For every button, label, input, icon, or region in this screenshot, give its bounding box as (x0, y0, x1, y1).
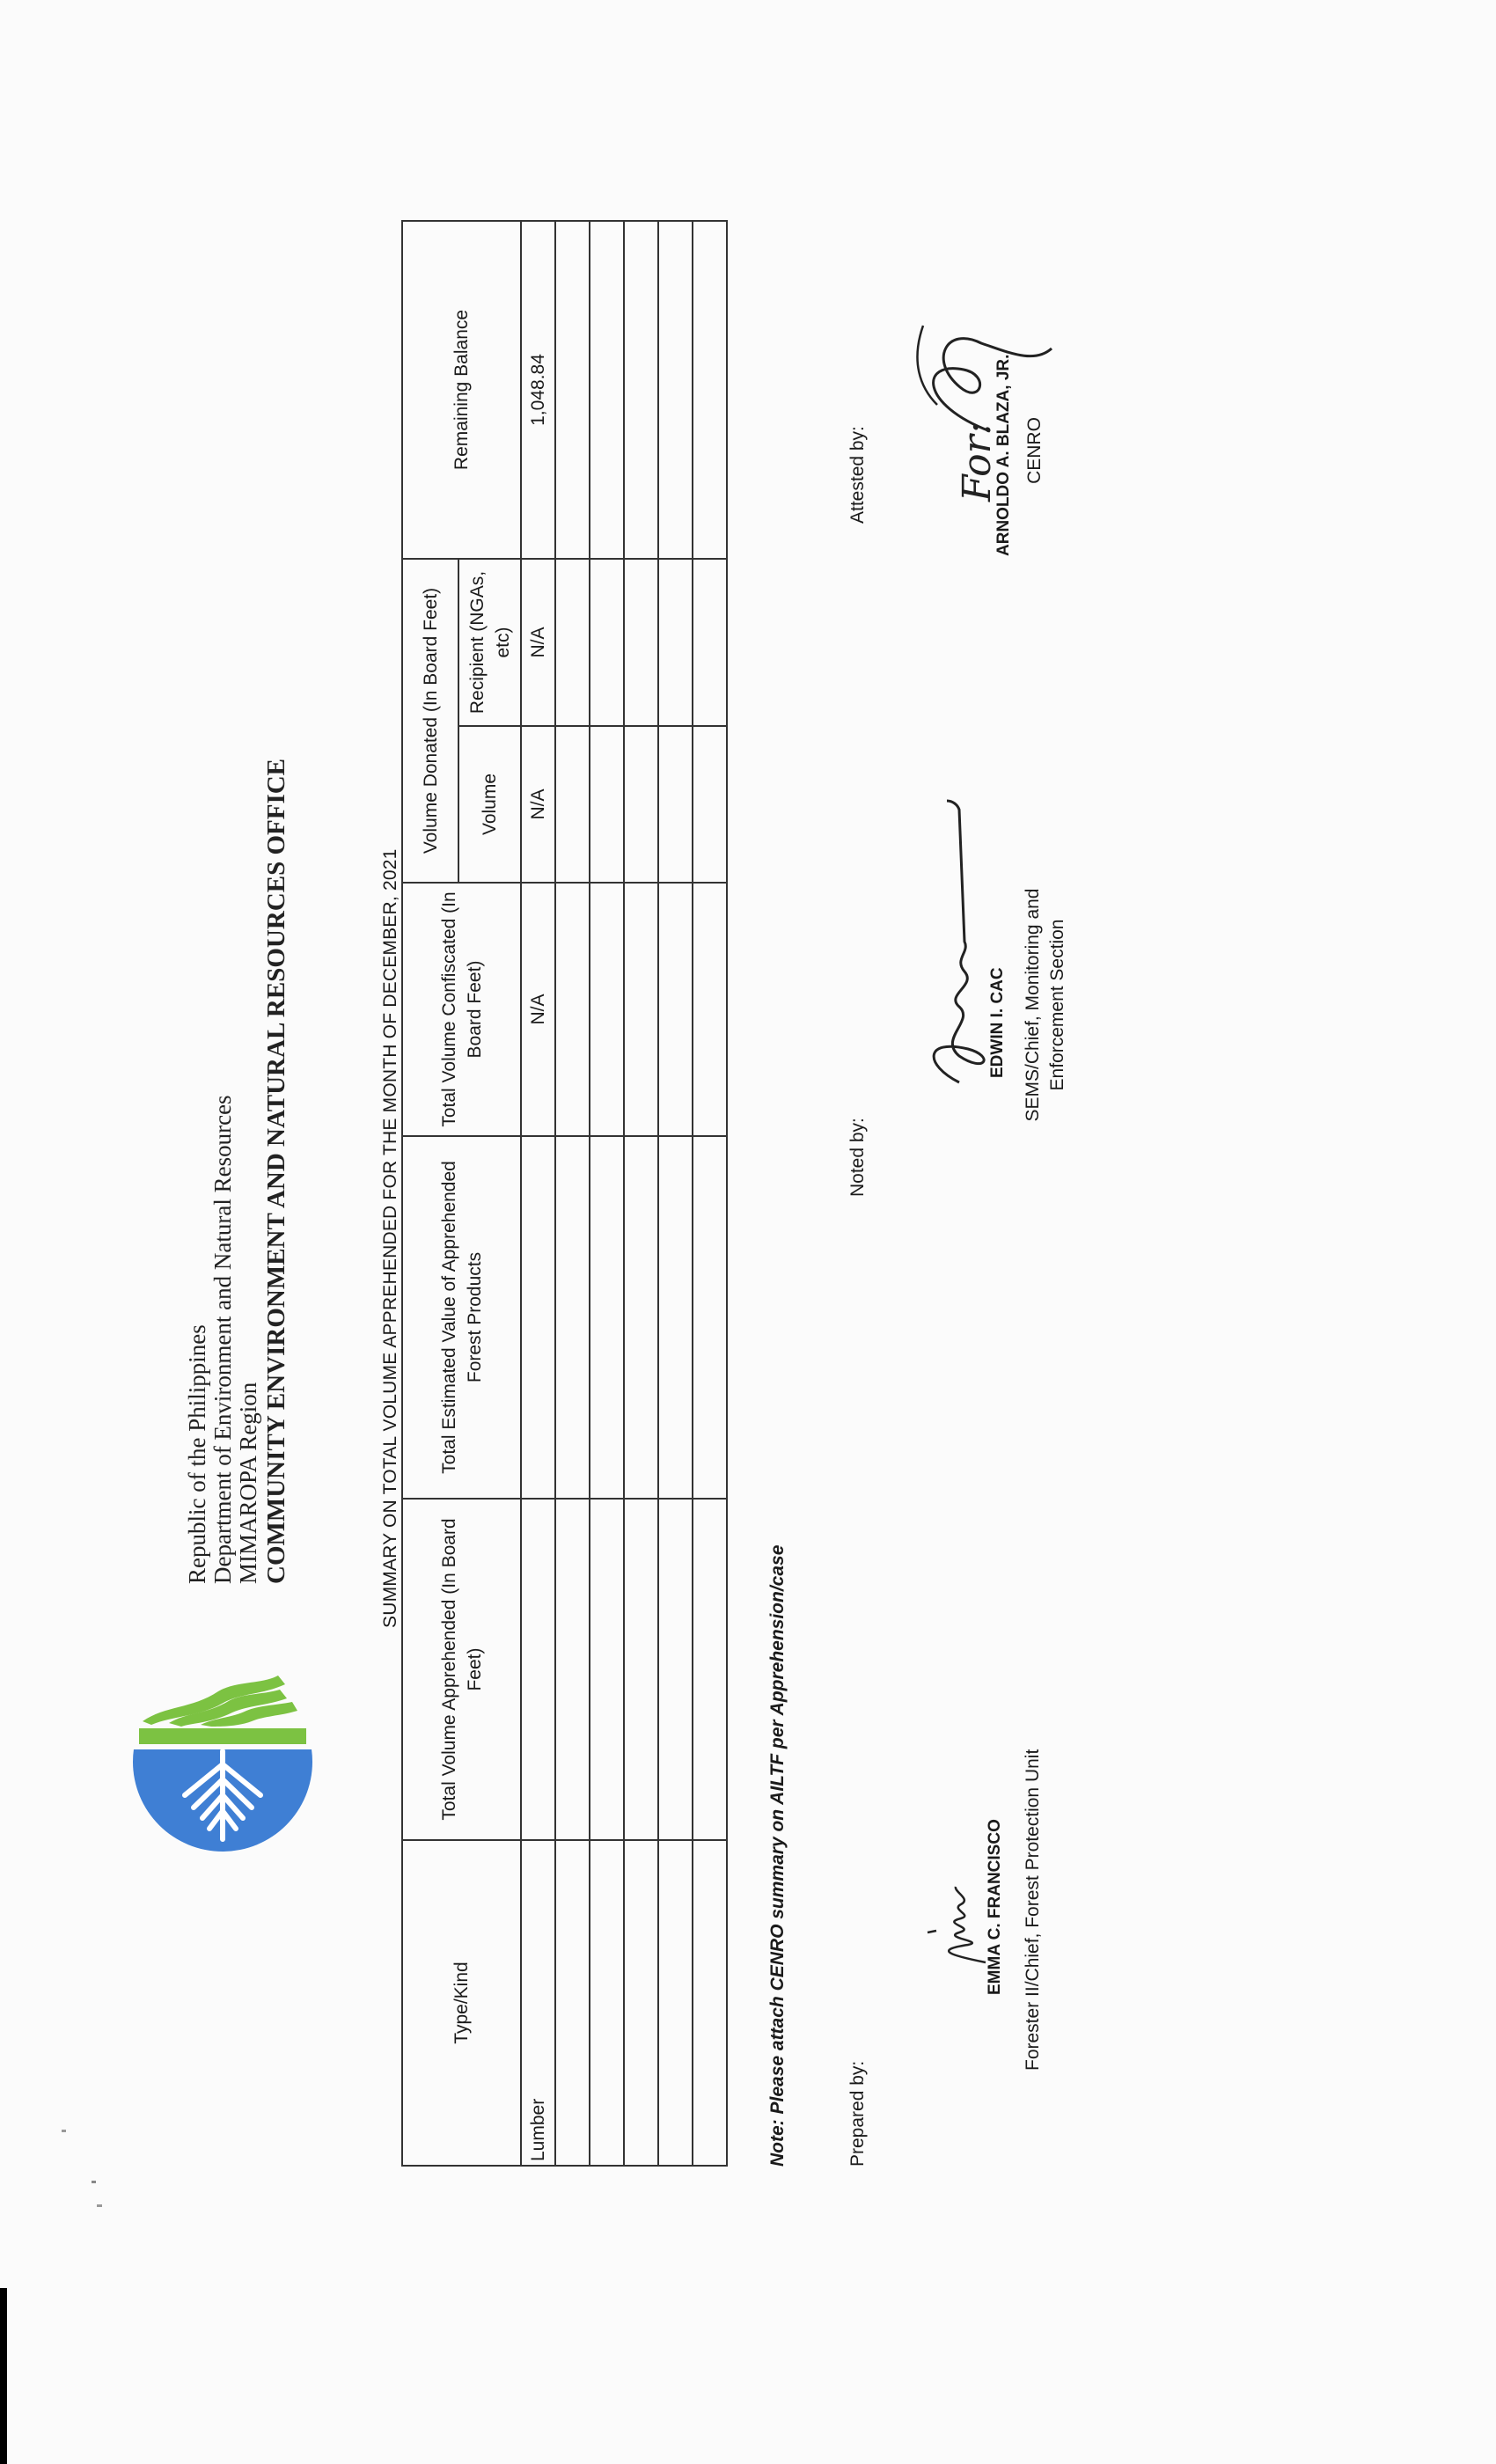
cell-remaining-balance (693, 221, 727, 559)
header-remaining-balance: Remaining Balance (402, 221, 521, 559)
cell-donated-volume (624, 726, 658, 883)
cell-volume-confiscated (624, 883, 658, 1136)
letterhead-office: COMMUNITY ENVIRONMENT AND NATURAL RESOURCES OFFICE (262, 758, 290, 1584)
cell-volume-apprehended (590, 1499, 624, 1840)
cell-type (590, 1840, 624, 2166)
cell-estimated-value (521, 1136, 555, 1499)
cell-donated-recipient (624, 559, 658, 726)
table-body (521, 221, 727, 2166)
letterhead (185, 528, 291, 1584)
cell-volume-apprehended (555, 1499, 590, 1840)
cell-volume-confiscated (590, 883, 624, 1136)
cell-type: Lumber (521, 1840, 555, 2166)
denr-logo (130, 1663, 315, 1857)
table-row (521, 221, 555, 2166)
prepared-by-name: EMMA C. FRANCISCO (986, 1819, 1004, 1995)
header-donated-volume: Volume (458, 726, 521, 883)
cell-donated-recipient: N/A (521, 559, 555, 726)
header-volume-donated: Volume Donated (In Board Feet) (402, 559, 458, 883)
header-volume-apprehended: Total Volume Apprehended (In Board Feet) (402, 1499, 521, 1840)
cell-type (624, 1840, 658, 2166)
cell-donated-volume (693, 726, 727, 883)
cell-donated-recipient (693, 559, 727, 726)
cell-volume-apprehended (658, 1499, 693, 1840)
cell-type (693, 1840, 727, 2166)
header-volume-confiscated: Total Volume Confiscated (In Board Feet) (402, 883, 521, 1136)
attested-by-caption: Attested by: (847, 426, 868, 524)
prepared-by-caption: Prepared by: (847, 2060, 868, 2167)
cell-volume-confiscated: N/A (521, 883, 555, 1136)
letterhead-country: Republic of the Philippines (184, 1324, 210, 1584)
cell-donated-recipient (555, 559, 590, 726)
noted-by-caption: Noted by: (847, 1118, 868, 1197)
cell-donated-volume (590, 726, 624, 883)
cell-donated-volume: N/A (521, 726, 555, 883)
cell-volume-apprehended (521, 1499, 555, 1840)
cell-donated-recipient (658, 559, 693, 726)
cell-remaining-balance: 1,048.84 (521, 221, 555, 559)
cell-donated-volume (658, 726, 693, 883)
noted-by-position-line2: Enforcement Section (1047, 919, 1067, 1091)
table-row (693, 221, 727, 2166)
letterhead-department: Department of Environment and Natural Resources (209, 1095, 236, 1584)
table-row (555, 221, 590, 2166)
prepared-by-position: Forester II/Chief, Forest Protection Unit (1023, 1749, 1043, 2071)
attested-by-name: ARNOLDO A. BLAZA, JR. (994, 354, 1013, 556)
cell-volume-confiscated (555, 883, 590, 1136)
noted-by-name: EDWIN I. CAC (988, 967, 1007, 1078)
header-estimated-value: Total Estimated Value of Apprehended Forest Products (402, 1136, 521, 1499)
noted-by-position-line1: SEMS/Chief, Monitoring and (1023, 888, 1043, 1122)
cell-estimated-value (658, 1136, 693, 1499)
cell-remaining-balance (590, 221, 624, 559)
cell-donated-recipient (590, 559, 624, 726)
cell-volume-apprehended (624, 1499, 658, 1840)
cell-estimated-value (624, 1136, 658, 1499)
cell-estimated-value (590, 1136, 624, 1499)
attested-by-position: CENRO (1024, 417, 1045, 484)
cell-remaining-balance (624, 221, 658, 559)
cell-volume-confiscated (693, 883, 727, 1136)
cell-donated-volume (555, 726, 590, 883)
table-row (658, 221, 693, 2166)
cell-type (555, 1840, 590, 2166)
table-row (624, 221, 658, 2166)
attested-signature-text: For: (955, 422, 1000, 502)
header-donated-recipient: Recipient (NGAs, etc) (458, 559, 521, 726)
cell-remaining-balance (555, 221, 590, 559)
table-row (590, 221, 624, 2166)
header-type: Type/Kind (402, 1840, 521, 2166)
report-title: SUMMARY ON TOTAL VOLUME APPREHENDED FOR THE MONTH OF DECEMBER, 2021 (380, 848, 400, 1628)
cell-estimated-value (555, 1136, 590, 1499)
cell-estimated-value (693, 1136, 727, 1499)
cell-type (658, 1840, 693, 2166)
cell-remaining-balance (658, 221, 693, 559)
letterhead-region: MIMAROPA Region (235, 1382, 261, 1584)
cell-volume-apprehended (693, 1499, 727, 1840)
table-note: Note: Please attach CENRO summary on AILTF per Apprehension/case (767, 1544, 788, 2167)
summary-table (401, 220, 728, 2167)
noted-by-position (1021, 855, 1070, 1155)
cell-volume-confiscated (658, 883, 693, 1136)
